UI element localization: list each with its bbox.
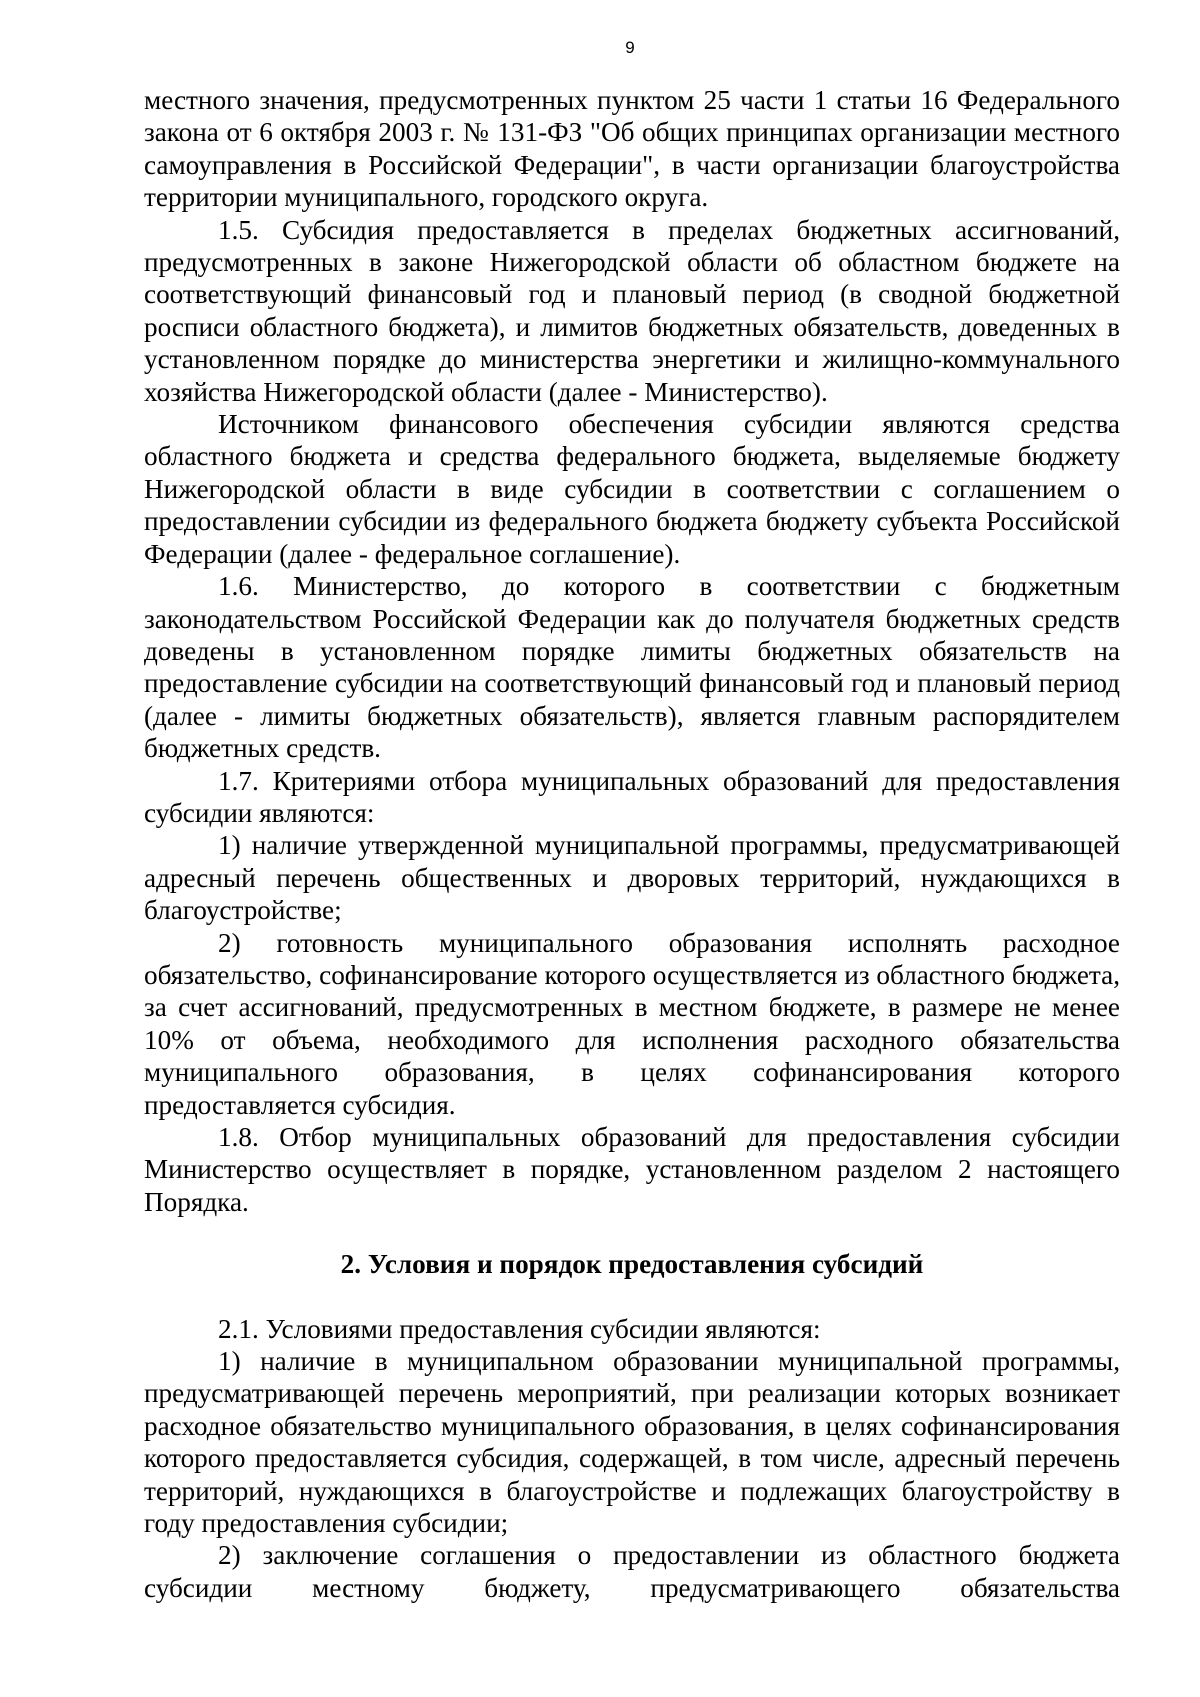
paragraph-1-8: 1.8. Отбор муниципальных образований для предоставления субсидии Министерство осуществляет в порядке, установленном разделом 2 настоящего Порядка. <box>144 1122 1120 1217</box>
paragraph-1-7: 1.7. Критериями отбора муниципальных образований для предоставления субсидии являются: <box>144 765 1120 828</box>
paragraph-2-1-item-1: 1) наличие в муниципальном образовании муниципальной программы, предусматривающей перечень мероприятий, при реализации которых возникает расходное обязательство муниципального образования, в целях софинансирования которого предоставляется субсидия, содержащей, в том числе, адресный перечень территорий, нуждающихся в благоустройстве и подлежащих благоустройству в году предоставления субсидии; <box>144 1346 1120 1539</box>
document-body <box>144 84 1120 1604</box>
section-2-heading: 2. Условия и порядок предоставления субсидий <box>340 1249 924 1280</box>
paragraph-funding-source: Источником финансового обеспечения субсидии являются средства областного бюджета и средства федерального бюджета, выделяемые бюджету Нижегородской области в виде субсидии в соответствии с соглашением о предоставлении субсидии из федерального бюджета бюджету субъекта Российской Федерации (далее - федеральное соглашение). <box>144 409 1120 569</box>
paragraph-1-5: 1.5. Субсидия предоставляется в пределах бюджетных ассигнований, предусмотренных в законе Нижегородской области об областном бюджете на соответствующий финансовый год и плановый период (в сводной бюджетной росписи областного бюджета), и лимитов бюджетных обязательств, доведенных в установленном порядке до министерства энергетики и жилищно-коммунального хозяйства Нижегородской области (далее - Министерство). <box>144 214 1120 407</box>
paragraph-local-significance: местного значения, предусмотренных пунктом 25 части 1 статьи 16 Федерального закона от 6 октября 2003 г. № 131-ФЗ "Об общих принципах организации местного самоуправления в Российской Федерации", в части организации благоустройства территории муниципального, городского округа. <box>144 85 1120 213</box>
paragraph-2-1-item-2: 2) заключение соглашения о предоставлении из областного бюджета субсидии местному бюджету, предусматривающего обязательства <box>144 1540 1120 1603</box>
paragraph-2-1: 2.1. Условиями предоставления субсидии являются: <box>218 1313 821 1344</box>
section-2 <box>144 1313 1120 1605</box>
paragraph-1-7-item-2: 2) готовность муниципального образования исполнять расходное обязательство, софинансирование которого осуществляется из областного бюджета, за счет ассигнований, предусмотренных в местном бюджете, в размере не менее 10% от объема, необходимого для исполнения расходного обязательства муниципального образования, в целях софинансирования которого предоставляется субсидия. <box>144 927 1120 1120</box>
page-number: 9 <box>625 38 635 57</box>
paragraph-1-6: 1.6. Министерство, до которого в соответствии с бюджетным законодательством Российской Федерации как до получателя бюджетных средств доведены в установленном порядке лимиты бюджетных обязательств на предоставление субсидии на соответствующий финансовый год и плановый период (далее - лимиты бюджетных обязательств), является главным распорядителем бюджетных средств. <box>144 571 1120 764</box>
paragraph-1-7-item-1: 1) наличие утвержденной муниципальной программы, предусматривающей адресный перечень общественных и дворовых территорий, нуждающихся в благоустройстве; <box>144 830 1120 926</box>
section-1-continued <box>144 84 1120 1218</box>
